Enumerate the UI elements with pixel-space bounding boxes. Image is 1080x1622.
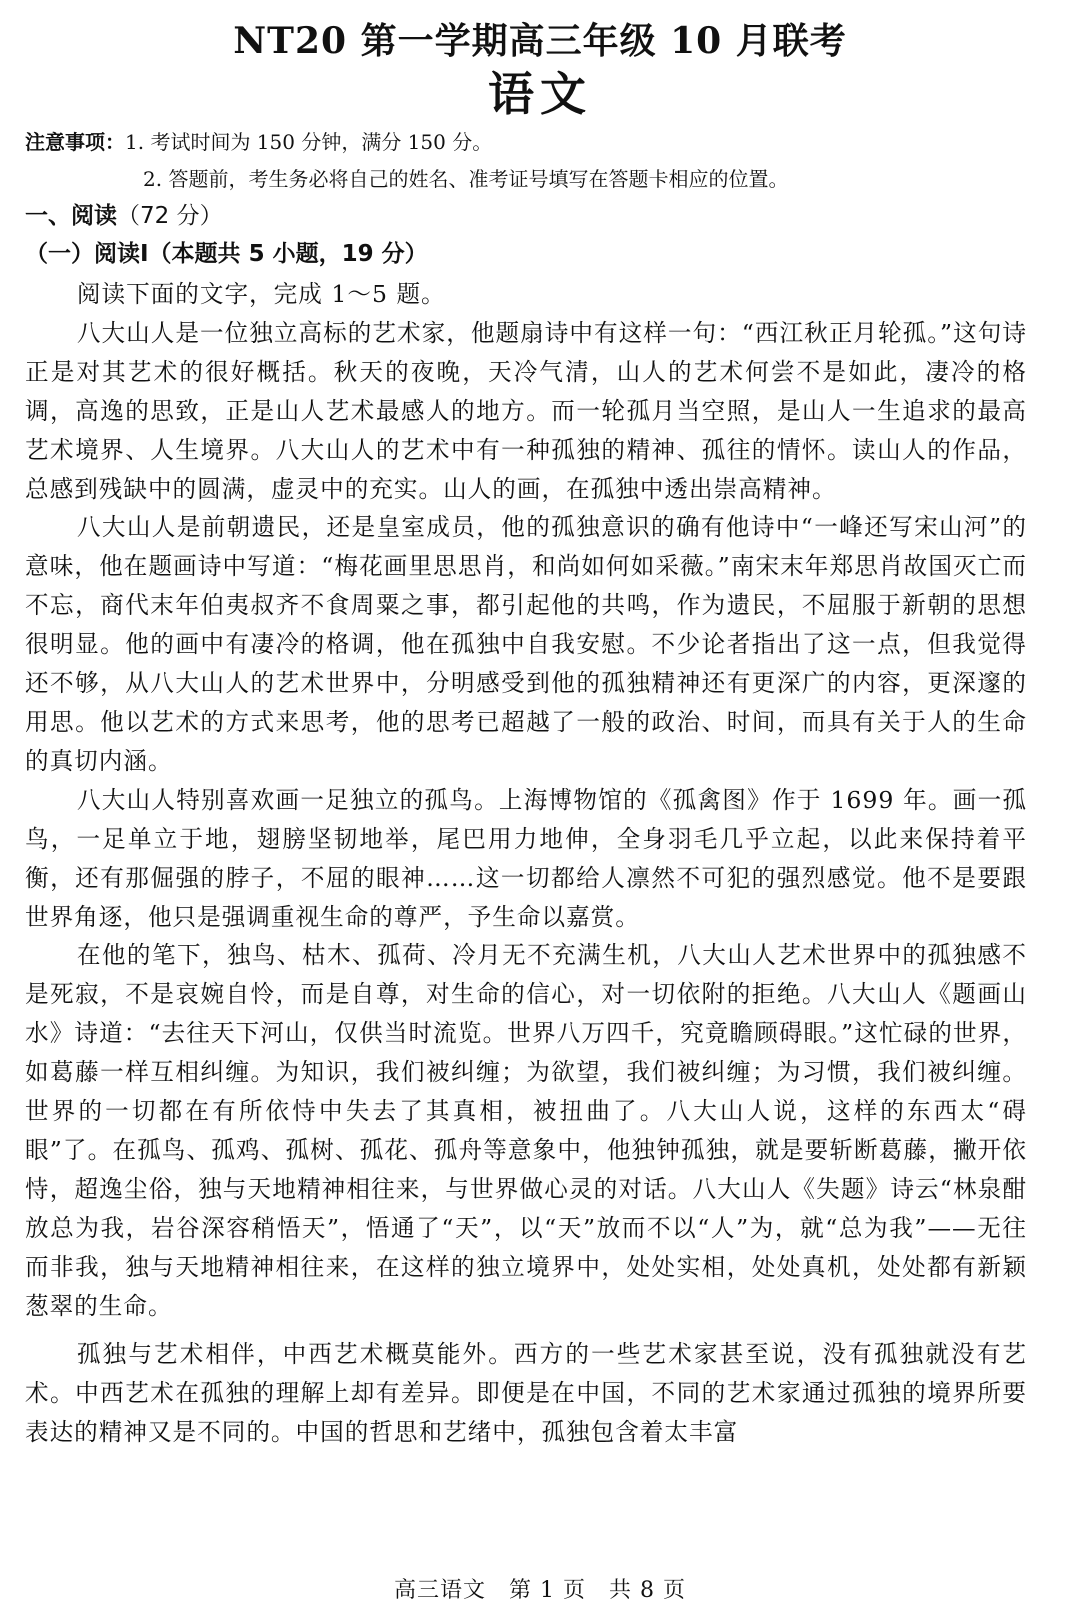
section-heading-score: （72 分）	[117, 203, 223, 229]
passage-paragraph-3: 八大山人特别喜欢画一足独立的孤鸟。上海博物馆的《孤禽图》作于 1699 年。画一孤鸟，一足单立于地，翅膀坚韧地举，尾巴用力地伸，全身羽毛几乎立起，以此来保持着平衡，还有那倔强的脖子，不屈的眼神……这一切都给人凛然不可犯的强烈感觉。他不是要跟世界角逐，他只是强调重视生命的尊严，予生命以嘉赏。	[25, 785, 1027, 931]
notice-item-2: 2. 答题前，考生务必将自己的姓名、准考证号填写在答题卡相应的位置。	[143, 167, 789, 191]
notice-line-1	[25, 127, 1065, 157]
exam-title: NT20 第一学期高三年级 10 月联考	[233, 20, 847, 62]
subject-title: 语文	[488, 67, 592, 121]
section-heading-main: 一、阅读	[25, 203, 117, 229]
passage-paragraph-4: 在他的笔下，独鸟、枯木、孤荷、冷月无不充满生机，八大山人艺术世界中的孤独感不是死寂，不是哀婉自怜，而是自尊，对生命的信心，对一切依附的拒绝。八大山人《题画山水》诗道：“去往天下河山，仅供当时流览。世界八万四千，究竟瞻顾碍眼。”这忙碌的世界，如葛藤一样互相纠缠。为知识，我们被纠缠；为欲望，我们被纠缠；为习惯，我们被纠缠。世界的一切都在有所依恃中失去了其真相，被扭曲了。八大山人说，这样的东西太“碍眼”了。在孤鸟、孤鸡、孤树、孤花、孤舟等意象中，他独钟孤独，就是要斩断葛藤，撇开依恃，超逸尘俗，独与天地精神相往来，与世界做心灵的对话。八大山人《失题》诗云“林泉酣放总为我，岩谷深容稍悟天”，悟通了“天”，以“天”放而不以“人”为，就“总为我”——无往而非我，独与天地精神相往来，在这样的独立境界中，处处实相，处处真机，处处都有新颖葱翠的生命。	[25, 941, 1027, 1320]
passage-paragraph-1: 八大山人是一位独立高标的艺术家，他题扇诗中有这样一句：“西江秋正月轮孤。”这句诗正是对其艺术的很好概括。秋天的夜晚，天冷气清，山人的艺术何尝不是如此，凄冷的格调，高逸的思致，正是山人艺术最感人的地方。而一轮孤月当空照，是山人一生追求的最高艺术境界、人生境界。八大山人的艺术中有一种孤独的精神、孤往的情怀。读山人的作品，总感到残缺中的圆满，虚灵中的充实。山人的画，在孤独中透出崇高精神。	[25, 318, 1027, 503]
section-heading	[25, 200, 1065, 232]
passage-body	[25, 275, 1027, 1452]
passage-paragraph-2: 八大山人是前朝遗民，还是皇室成员，他的孤独意识的确有他诗中“一峰还写宋山河”的意味，他在题画诗中写道：“梅花画里思思肖，和尚如何如采薇。”南宋末年郑思肖故国灭亡而不忘，商代末年伯夷叔齐不食周粟之事，都引起他的共鸣，作为遗民，不屈服于新朝的思想很明显。他的画中有凄冷的格调，他在孤独中自我安慰。不少论者指出了这一点，但我觉得还不够，从八大山人的艺术世界中，分明感受到他的孤独精神还有更深广的内容，更深邃的用思。他以艺术的方式来思考，他的思考已超越了一般的政治、时间，而具有关于人的生命的真切内涵。	[25, 513, 1027, 775]
notice-item-1: 1. 考试时间为 150 分钟，满分 150 分。	[125, 130, 493, 154]
notice-label: 注意事项：	[25, 130, 125, 154]
passage-paragraph-5: 孤独与艺术相伴，中西艺术概莫能外。西方的一些艺术家甚至说，没有孤独就没有艺术。中西艺术在孤独的理解上却有差异。即便是在中国，不同的艺术家通过孤独的境界所要表达的精神又是不同的。中国的哲思和艺绪中，孤独包含着太丰富	[25, 1340, 1027, 1447]
page-footer: 高三语文 第 1 页 共 8 页	[394, 1578, 686, 1603]
instruction-paragraph: 阅读下面的文字，完成 1～5 题。	[76, 280, 446, 308]
sub-heading: （一）阅读Ⅰ（本题共 5 小题，19 分）	[25, 241, 428, 267]
notice-line-2	[143, 164, 1080, 194]
